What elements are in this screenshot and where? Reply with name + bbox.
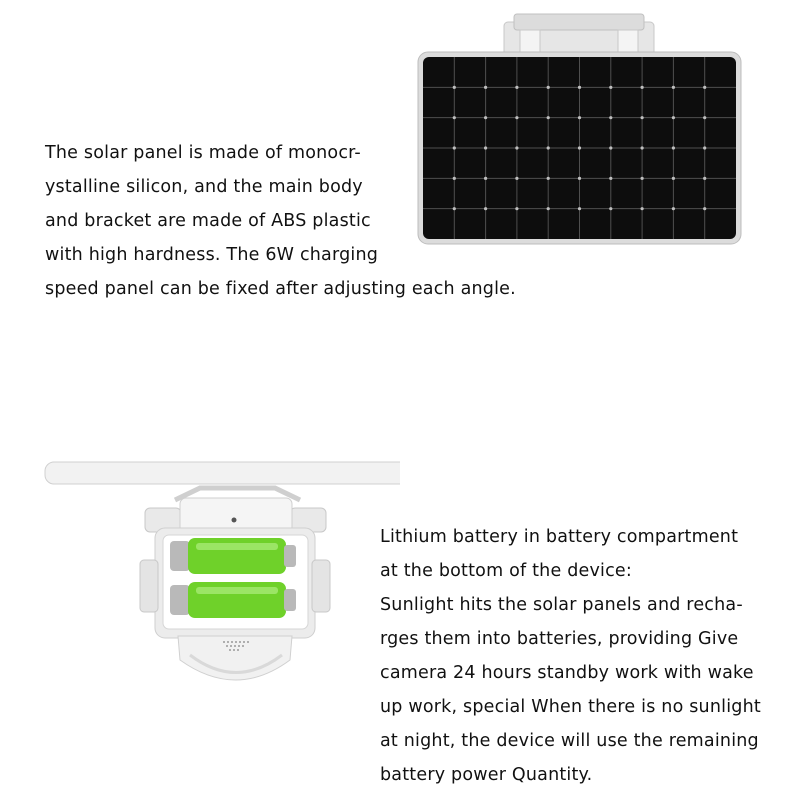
description-line: with high hardness. The 6W charging	[45, 245, 379, 265]
battery-description	[380, 520, 761, 792]
solar-panel-description	[45, 136, 516, 306]
description-line: The solar panel is made of monocr-	[45, 143, 361, 163]
battery-top	[170, 538, 296, 574]
panel-edge	[45, 462, 400, 484]
description-line: at night, the device will use the remaining	[380, 731, 759, 751]
panel-bracket	[504, 14, 654, 58]
description-line: speed panel can be fixed after adjusting each angle.	[45, 279, 516, 299]
description-line: camera 24 hours standby work with wake	[380, 663, 754, 683]
description-line: up work, special When there is no sunlight	[380, 697, 761, 717]
battery-bottom	[170, 582, 296, 618]
description-line: battery power Quantity.	[380, 765, 593, 785]
description-line: and bracket are made of ABS plastic	[45, 211, 371, 231]
description-line: Sunlight hits the solar panels and recha-	[380, 595, 743, 615]
description-line: at the bottom of the device:	[380, 561, 632, 581]
description-line: ystalline silicon, and the main body	[45, 177, 363, 197]
camera-battery-image	[0, 440, 400, 800]
description-line: rges them into batteries, providing Give	[380, 629, 739, 649]
description-line: Lithium battery in battery compartment	[380, 527, 739, 547]
